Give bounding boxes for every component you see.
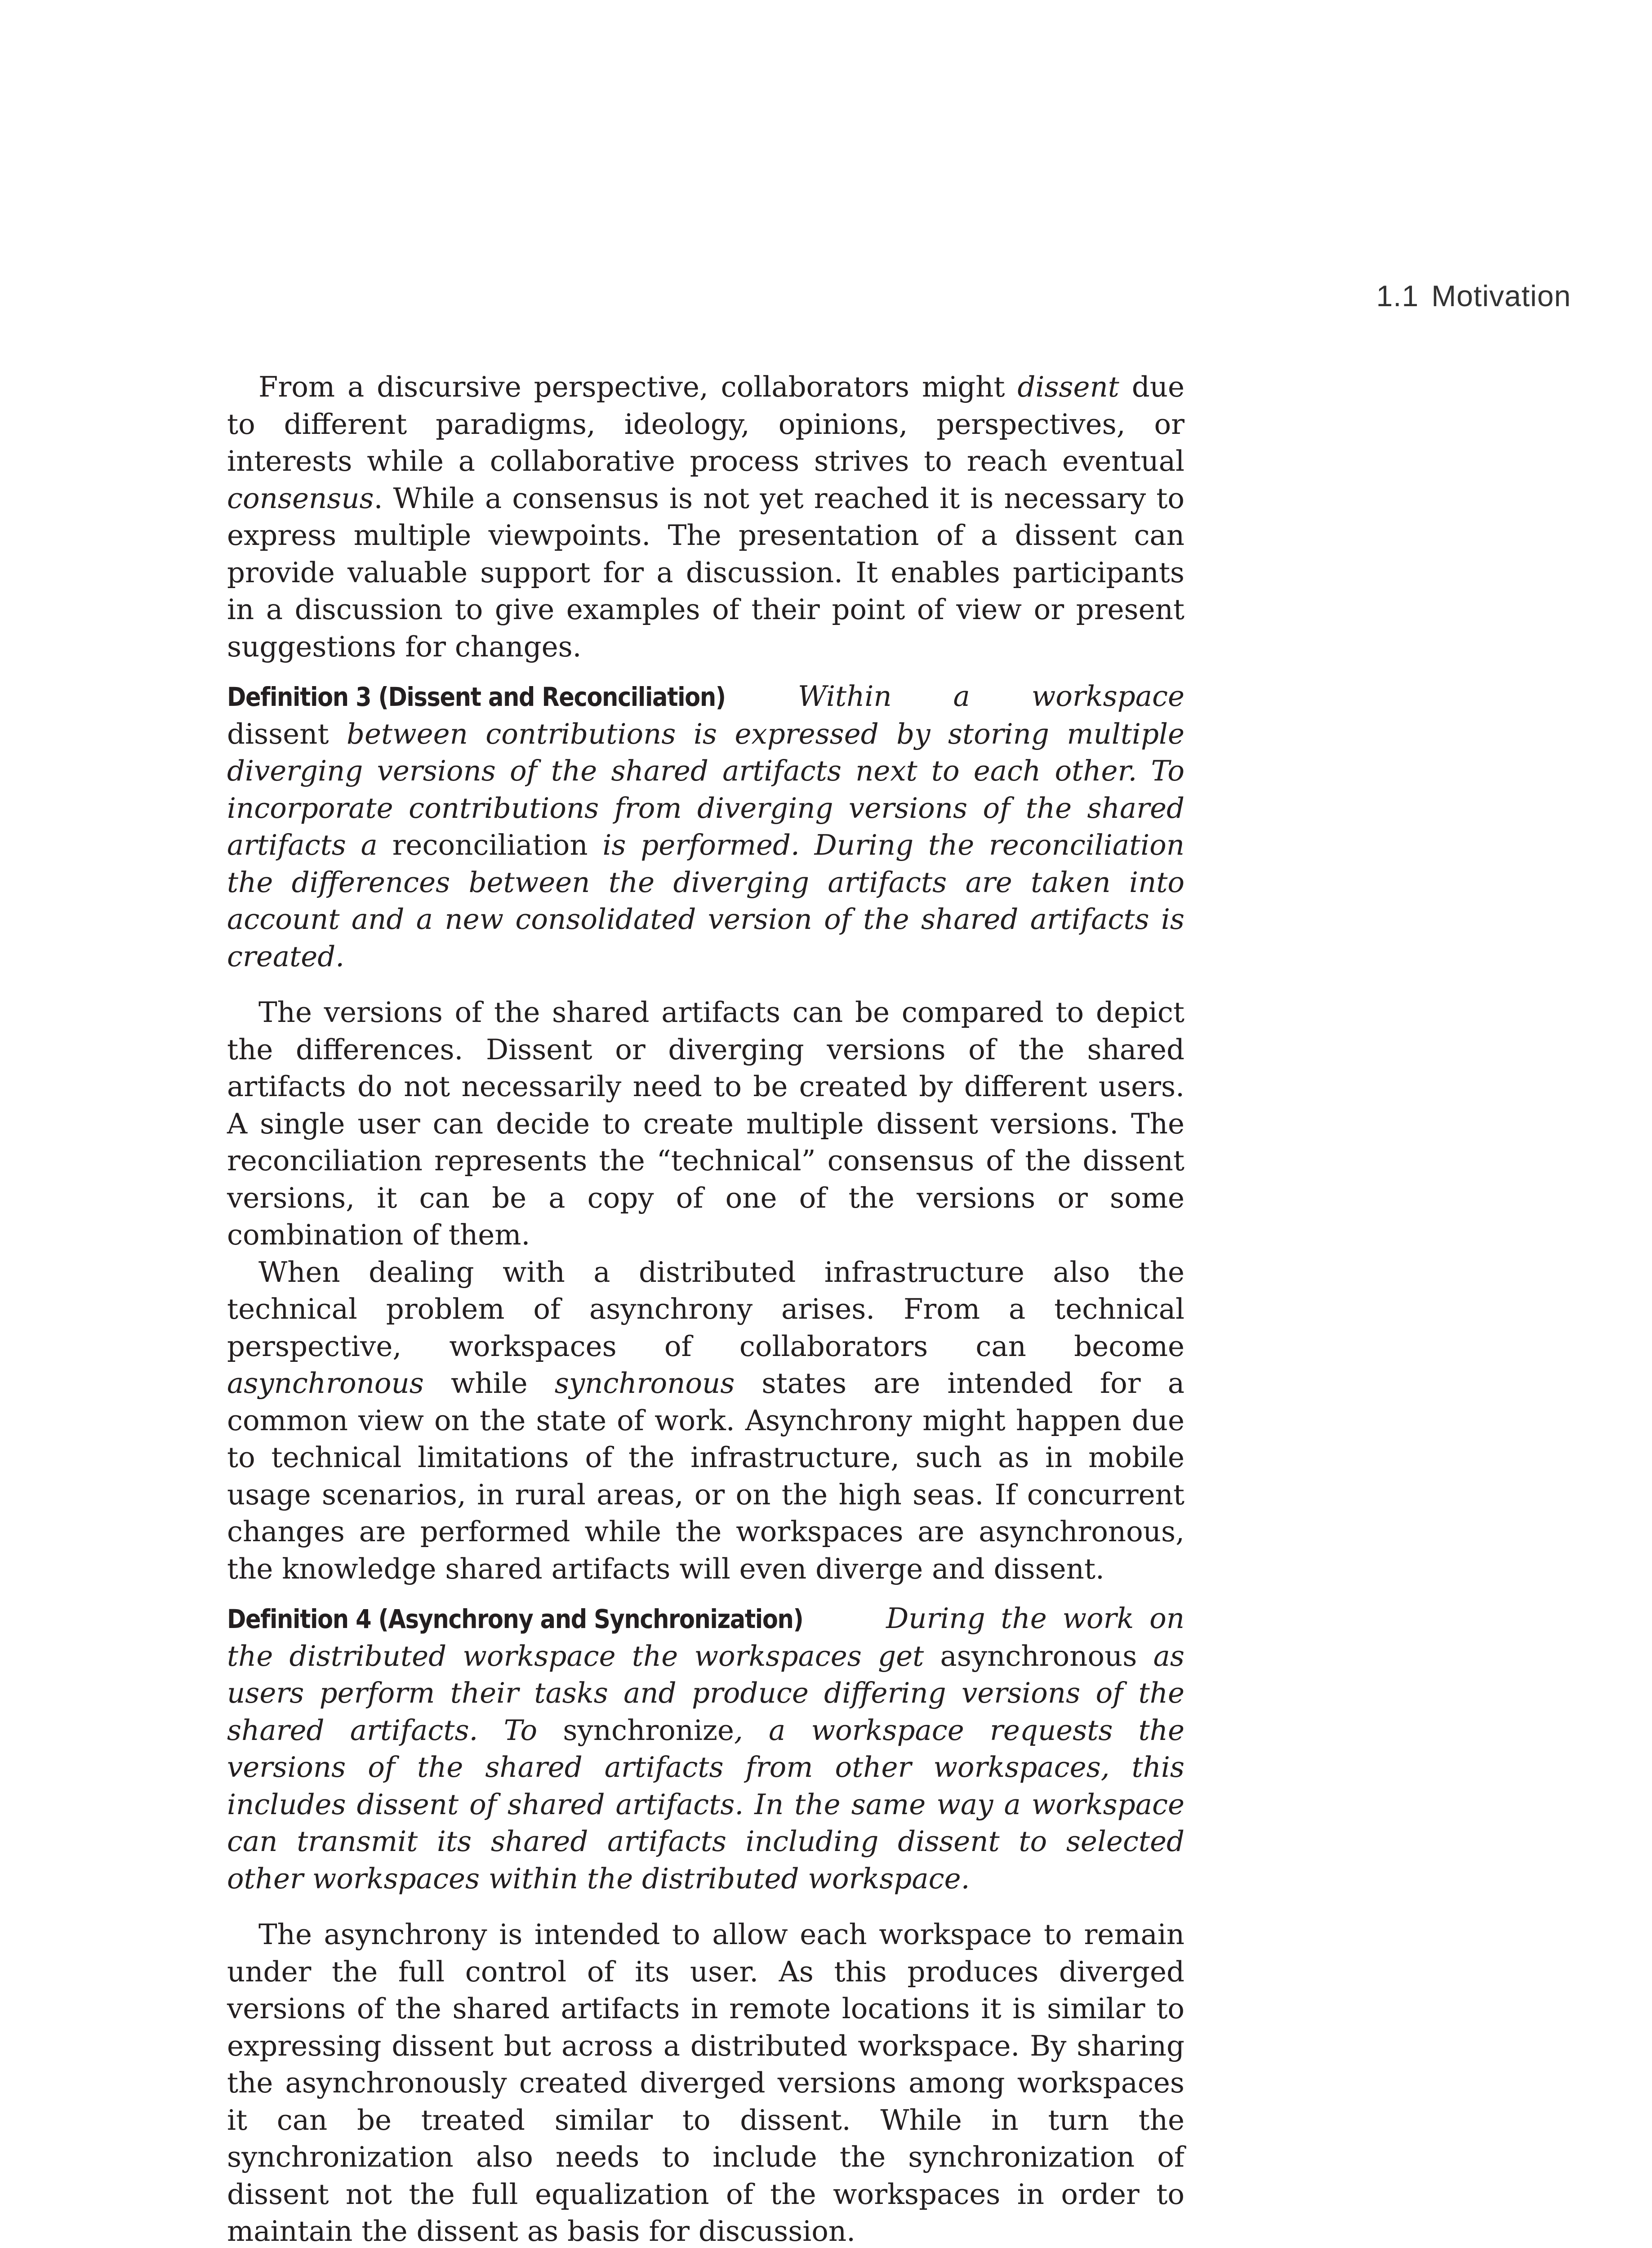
definition-text: is performed. During the reconciliation the differences between the diverging artifacts are taken into account and a new consolidated version of the shared artifacts is created. bbox=[227, 829, 1184, 973]
defined-term: asynchronous bbox=[940, 1639, 1137, 1673]
paragraph-asynchrony bbox=[227, 1254, 1184, 1588]
text-run: . While a consensus is not yet reached it is necessary to express multiple viewpoints. The presentation of a dissent can provide valuable support for a discussion. It enables participants in a discussion to give examples of their point of view or present suggestions for changes. bbox=[227, 482, 1184, 663]
definition-3 bbox=[227, 678, 1184, 975]
defined-term: dissent bbox=[227, 717, 329, 750]
paragraph-dissent-intro bbox=[227, 369, 1184, 665]
defined-term: reconciliation bbox=[392, 829, 588, 861]
text-run: When dealing with a distributed infrastructure also the technical problem of asynchrony arises. From a technical perspective, workspaces of collaborators can become bbox=[227, 1255, 1184, 1363]
text-run: From a discursive perspective, collaborators might bbox=[258, 370, 1018, 403]
running-head bbox=[1376, 279, 1571, 313]
section-number: 1.1 bbox=[1376, 279, 1419, 312]
paragraph-control: The asynchrony is intended to allow each workspace to remain under the full control of its user. As this produces diverged versions of the shared artifacts in remote locations it is similar to expressing dissent but across a distributed workspace. By sharing the asynchronously created diverged versions among workspaces it can be treated similar to dissent. While in turn the synchronization also needs to include the synchronization of dissent not the full equalization of the workspaces in order to maintain the dissent as basis for discussion. bbox=[227, 1918, 1184, 2248]
emphasis: consensus bbox=[227, 482, 374, 515]
definition-heading: Definition 3 (Dissent and Reconciliation) bbox=[227, 682, 726, 712]
defined-term: synchronize bbox=[563, 1713, 734, 1747]
definition-text: Within a workspace bbox=[797, 680, 1184, 713]
emphasis: synchronous bbox=[554, 1367, 735, 1400]
body-text bbox=[227, 369, 1184, 2248]
definition-text: between contributions is expressed by storing multiple diverging versions of the shared artifacts next to each other. To incorporate contributions from diverging versions of the shared artifacts a bbox=[227, 717, 1184, 861]
paragraph-versions: The versions of the shared artifacts can be compared to depict the differences. Dissent or diverging versions of the shared artifacts do not necessarily need to be created by different users. A single user can decide to create multiple dissent versions. The reconciliation represents the “technical” consensus of the dissent versions, it can be a copy of one of the versions or some combination of them. bbox=[227, 996, 1184, 1251]
definition-text: , a workspace requests the versions of the shared artifacts from other workspaces, this includes dissent of shared artifacts. In the same way a workspace can transmit its shared artifacts including dissent to selected other workspaces within the distributed workspace. bbox=[227, 1713, 1184, 1895]
text-run: while bbox=[423, 1367, 555, 1400]
definition-text: During the work on the distributed workspace the workspaces get bbox=[227, 1602, 1184, 1673]
text-run: states are intended for a common view on the state of work. Asynchrony might happen due to technical limitations of the infrastructure, such as in mobile usage scenarios, in rural areas, or on the high seas. If concurrent changes are performed while the workspaces are asynchronous, the knowledge shared artifacts will even diverge and dissent. bbox=[227, 1367, 1184, 1585]
section-title: Motivation bbox=[1431, 279, 1571, 312]
emphasis: dissent bbox=[1017, 370, 1119, 403]
emphasis: asynchronous bbox=[227, 1367, 424, 1400]
text-run: due to different paradigms, ideology, opinions, perspectives, or interests while a collaborative process strives to reach eventual bbox=[227, 370, 1184, 477]
definition-heading: Definition 4 (Asynchrony and Synchronization) bbox=[227, 1604, 803, 1634]
definition-4 bbox=[227, 1600, 1184, 1897]
definition-text: as users perform their tasks and produce differing versions of the shared artifacts. To bbox=[227, 1639, 1185, 1747]
